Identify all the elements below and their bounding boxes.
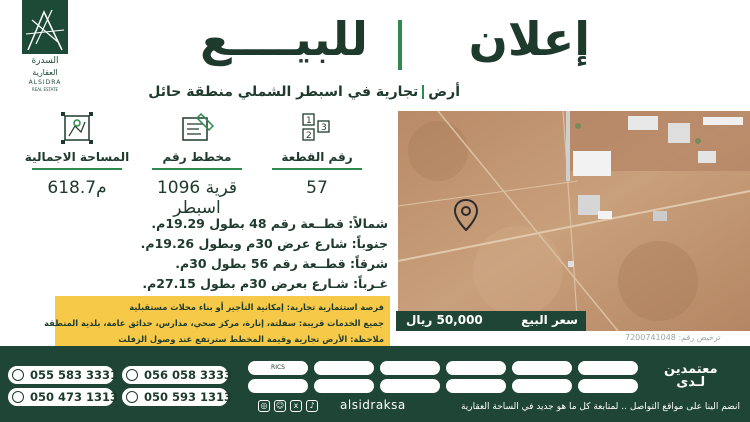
- location-pin-icon: [454, 199, 478, 231]
- svg-text:3: 3: [321, 123, 327, 133]
- footer-bar: [0, 346, 750, 422]
- svg-text:1: 1: [306, 116, 312, 126]
- accreditation-badge: [314, 379, 374, 393]
- price-label: سعر البيع: [521, 313, 578, 327]
- property-type: أرض: [428, 84, 460, 100]
- accreditation-logos: [248, 361, 644, 395]
- accreditation-badge: [314, 361, 374, 375]
- accreditation-badge: [578, 361, 638, 375]
- accreditation-badge: [380, 361, 440, 375]
- svg-text:2: 2: [306, 131, 312, 141]
- phone-number: 050 473 1313: [30, 390, 119, 404]
- stat-label: المساحة الاجمالية: [24, 150, 130, 164]
- whatsapp-icon: [126, 391, 138, 403]
- property-boundaries: [140, 216, 388, 296]
- stat-underline: [32, 168, 122, 170]
- price-currency: ريال: [405, 313, 433, 327]
- stat-plan-number: [142, 108, 252, 218]
- phone-number: 055 583 3331: [30, 368, 119, 382]
- title-word-for-sale: للبيــــع: [200, 12, 368, 66]
- stat-underline: [152, 168, 242, 170]
- phone-pill[interactable]: [122, 366, 233, 384]
- note-services: جميع الخدمات قريبة: سفلتة، إنارة، مركز صحي، مدارس، حدائق عامة، بلدية المنطقة: [44, 318, 384, 328]
- stat-plot-number: [262, 108, 372, 198]
- ad-title: [200, 12, 590, 82]
- phone-pill[interactable]: [122, 388, 233, 406]
- whatsapp-icon: [126, 369, 138, 381]
- trusted-line-2: لـدى: [676, 375, 706, 390]
- boundary-south: جنوباً: شارع عرض 30م وبطول 19.26م.: [140, 236, 388, 251]
- stat-value: 1096 قرية اسبطر: [156, 178, 238, 218]
- trusted-line-1: معتمدين: [664, 362, 718, 377]
- join-us-text: انضم الينا على مواقع التواصل .. لمتابعة كل ما هو جديد في الساحة العقارية: [460, 402, 740, 412]
- brand-logo: [14, 0, 76, 100]
- notes-box: [44, 296, 390, 348]
- phone-pill[interactable]: [8, 366, 119, 384]
- trusted-by: [664, 362, 718, 390]
- area-map-icon: [22, 108, 132, 146]
- logo-emblem-icon: [22, 0, 68, 54]
- brand-name-ar-2: العقارية: [32, 68, 58, 77]
- accreditation-badge: [446, 379, 506, 393]
- accreditation-badge: [512, 379, 572, 393]
- property-description: تجارية في اسبطر الشملي منطقة حائل: [148, 84, 419, 100]
- whatsapp-icon: [12, 369, 24, 381]
- x-icon[interactable]: x: [290, 400, 302, 412]
- blueprint-icon: [142, 108, 252, 146]
- subtitle-divider: [422, 85, 424, 99]
- tiktok-icon[interactable]: ♪: [306, 400, 318, 412]
- title-divider: [398, 20, 402, 70]
- phone-pill[interactable]: [8, 388, 119, 406]
- license-number: ترخيص رقم: 7200741048: [625, 333, 721, 342]
- plot-number-icon: [262, 108, 372, 146]
- brand-name-ar-1: السدرة: [31, 56, 59, 66]
- brand-name-en: ALSIDRA: [28, 79, 62, 86]
- property-subtitle: [148, 84, 460, 100]
- accreditation-badge: [380, 379, 440, 393]
- accreditation-badge: [446, 361, 506, 375]
- social-handle[interactable]: alsidraksa: [340, 398, 406, 412]
- whatsapp-icon: [12, 391, 24, 403]
- snapchat-icon[interactable]: ☺: [275, 401, 285, 410]
- note-investment: فرصة استثمارية تجارية: إمكانية التأجير أو بناء محلات مستقبلية: [129, 302, 384, 312]
- social-icons: [258, 400, 318, 412]
- price-banner: [396, 311, 586, 331]
- accreditation-badge: [248, 379, 308, 393]
- property-stats: [22, 108, 382, 218]
- title-word-announcement: إعلان: [468, 12, 590, 66]
- stat-total-area: [22, 108, 132, 198]
- stat-value: 57: [306, 178, 328, 198]
- note-remark: ملاحظة: الأرض تجارية وقيمة المخطط سترتفع عند وصول الزفلت: [118, 334, 384, 344]
- accreditation-badge: [512, 361, 572, 375]
- brand-tagline: REAL ESTATE: [31, 87, 59, 92]
- accreditation-badge: [578, 379, 638, 393]
- accreditation-badge: RICS: [248, 361, 308, 375]
- boundary-west: غـرباً: شـارع بعرض 30م بطول 27.15م.: [142, 276, 388, 291]
- phone-number: 056 058 3333: [144, 368, 233, 382]
- stat-label: مخطط رقم: [162, 150, 232, 164]
- stat-value: 618.7م: [47, 178, 107, 198]
- phone-number: 050 593 1313: [144, 390, 233, 404]
- price-amount: 50,000: [436, 313, 483, 327]
- satellite-map[interactable]: [398, 111, 750, 331]
- stat-label: رقم القطعة: [281, 150, 353, 164]
- stat-underline: [272, 168, 362, 170]
- satellite-image: [398, 111, 750, 331]
- instagram-icon[interactable]: ◎: [258, 400, 270, 412]
- boundary-north: شمالاً: قطــعة رقم 48 بطول 19.29م.: [151, 216, 388, 231]
- boundary-east: شرقاً: قطــعة رقم 56 بطول 30م.: [175, 256, 388, 271]
